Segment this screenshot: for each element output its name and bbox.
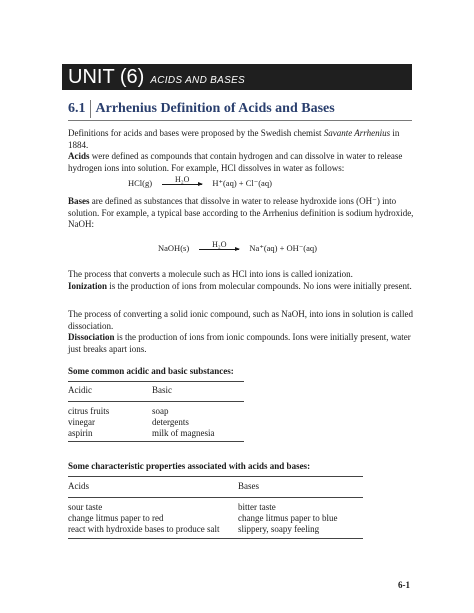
bases-term: Bases [68, 196, 90, 206]
table-row [68, 428, 215, 439]
reaction-arrow-icon [162, 174, 202, 185]
equation-naoh [158, 239, 317, 254]
table2-body [68, 502, 337, 535]
table1-title: Some common acidic and basic substances: [68, 366, 234, 376]
table-row [68, 502, 337, 513]
table-cell: change litmus paper to blue [238, 513, 338, 523]
table-row [68, 417, 215, 428]
dissociation-definition: is the production of ions from ionic compounds. Ions were initially present, water just breaks apart ions. [68, 332, 411, 354]
table-header-row [68, 481, 259, 492]
table-cell: soap [152, 406, 169, 416]
paragraph-dissociation [68, 309, 416, 355]
ionization-definition: is the production of ions from molecular compounds. No ions were initially present. [107, 280, 412, 291]
acids-term: Acids [68, 151, 90, 161]
dissociation-term: Dissociation [68, 332, 115, 342]
reaction-arrow-icon [199, 239, 239, 250]
eq2-left: NaOH(s) [158, 243, 190, 253]
table2-title: Some characteristic properties associated with acids and bases: [68, 461, 311, 471]
table1-top-rule [68, 381, 244, 382]
table-header: Bases [238, 481, 259, 491]
table-header: Acids [68, 481, 89, 491]
table-cell: citrus fruits [68, 406, 110, 416]
table-cell: slippery, soapy feeling [238, 524, 320, 534]
table-header-row [68, 385, 172, 396]
table-cell: vinegar [68, 417, 95, 427]
section-heading [68, 100, 412, 121]
unit-title: UNIT (6) [68, 66, 145, 88]
table1-bottom-rule [68, 441, 244, 442]
table2-bottom-rule [68, 538, 363, 539]
table-cell: sour taste [68, 502, 103, 512]
table2-top-rule [68, 476, 363, 477]
dissociation-intro: The process of converting a solid ionic compound, such as NaOH, into ions in solution is called dissociation. [68, 309, 413, 331]
table-row [68, 524, 337, 535]
eq1-right: H⁺(aq) + Cl⁻(aq) [212, 178, 272, 188]
chemist-name: Savante Arrhenius [323, 128, 391, 138]
table1-body [68, 406, 215, 439]
eq2-right: Na⁺(aq) + OH⁻(aq) [249, 243, 317, 253]
table-cell: change litmus paper to red [68, 513, 164, 523]
page-number: 6-1 [398, 580, 410, 590]
table-row [68, 406, 215, 417]
eq1-left: HCl(g) [128, 178, 153, 188]
intro-year: in 1884. [68, 128, 400, 150]
paragraph-acids [68, 128, 416, 174]
ionization-term: Ionization [68, 280, 108, 291]
eq1-arrow-label: H₂O [175, 174, 190, 184]
table-header: Basic [152, 385, 172, 395]
table2-header-rule [68, 497, 363, 498]
table-cell: bitter taste [238, 502, 276, 512]
table-cell: react with hydroxide bases to produce salt [68, 524, 220, 534]
table-row [68, 513, 337, 524]
paragraph-ionization [68, 269, 416, 292]
section-title: Arrhenius Definition of Acids and Bases [95, 101, 335, 116]
table-header: Acidic [68, 385, 92, 395]
table2 [68, 481, 259, 492]
paragraph-bases [68, 196, 416, 231]
intro-text: Definitions for acids and bases were proposed by the Swedish chemist [68, 128, 324, 138]
unit-banner [62, 64, 412, 90]
section-number: 6.1 [68, 100, 91, 118]
acids-definition: were defined as compounds that contain hydrogen and can dissolve in water to release hydrogen ions into solution. For example, HCl dissolves in water as follows: [68, 151, 403, 173]
eq2-arrow-label: H₂O [212, 239, 227, 249]
ionization-intro: The process that converts a molecule such as HCl into ions is called ionization. [68, 269, 353, 279]
table-cell: aspirin [68, 428, 93, 438]
equation-hcl [128, 174, 272, 189]
unit-subtitle: ACIDS AND BASES [150, 75, 246, 86]
table1-header-rule [68, 401, 244, 402]
bases-definition: are defined as substances that dissolve in water to release hydroxide ions (OH⁻) into solution. For example, a typical base according to the Arrhenius definition is sodium hydroxide, NaOH: [68, 196, 414, 229]
table-cell: detergents [152, 417, 189, 427]
table-cell: milk of magnesia [152, 428, 215, 438]
table1 [68, 385, 172, 396]
